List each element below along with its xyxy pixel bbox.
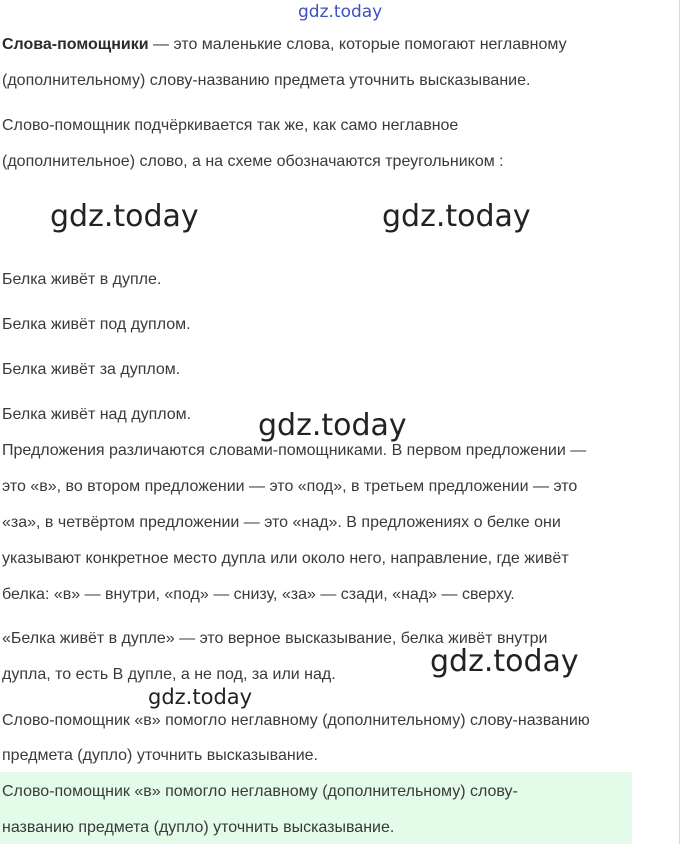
- sentence-4: Белка живёт над дуплом.: [2, 406, 192, 423]
- scheme-note-line-2: (дополнительное) слово, а на схеме обозначаются треугольником :: [2, 153, 504, 170]
- definition-line-1: [2, 35, 567, 55]
- answer-line-2: названию предмета (дупло) уточнить высказывание.: [2, 819, 395, 836]
- watermark-center: gdz.today: [258, 408, 407, 443]
- sentence-2: Белка живёт под дуплом.: [2, 316, 191, 333]
- watermark-left: gdz.today: [50, 199, 199, 234]
- comparison-line-1: Предложения различаются словами-помощниками. В первом предложении —: [2, 442, 587, 459]
- conclusion-line-2: предмета (дупло) уточнить высказывание.: [2, 747, 318, 764]
- comparison-line-2: это «в», во втором предложении — это «под», в третьем предложении — это: [2, 478, 578, 495]
- correct-statement-line-1: «Белка живёт в дупле» — это верное высказывание, белка живёт внутри: [2, 630, 548, 647]
- sentence-3: Белка живёт за дуплом.: [2, 361, 181, 378]
- answer-line-1: Слово-помощник «в» помогло неглавному (дополнительному) слову-: [2, 783, 518, 800]
- conclusion-line-1: Слово-помощник «в» помогло неглавному (дополнительному) слову-названию: [2, 712, 590, 729]
- comparison-line-4: указывают конкретное место дупла или около него, направление, где живёт: [2, 550, 569, 567]
- correct-statement-line-2: дупла, то есть В дупле, а не под, за или над.: [2, 666, 336, 683]
- definition-line-2: (дополнительному) слову-названию предмета уточнить высказывание.: [2, 72, 531, 89]
- watermark-top: gdz.today: [298, 2, 383, 22]
- scheme-note-line-1: Слово-помощник подчёркивается так же, как само неглавное: [2, 117, 459, 134]
- comparison-line-3: «за», в четвёртом предложении — это «над». В предложениях о белке они: [2, 514, 561, 531]
- comparison-line-5: белка: «в» — внутри, «под» — снизу, «за» — сзади, «над» — сверху.: [2, 586, 515, 603]
- watermark-lower-right: gdz.today: [430, 644, 579, 679]
- watermark-right: gdz.today: [382, 199, 531, 234]
- sentence-1: Белка живёт в дупле.: [2, 271, 162, 288]
- definition-text: — это маленькие слова, которые помогают неглавному: [148, 36, 567, 53]
- watermark-lower-left: gdz.today: [148, 685, 253, 709]
- definition-term: Слова-помощники: [2, 36, 149, 53]
